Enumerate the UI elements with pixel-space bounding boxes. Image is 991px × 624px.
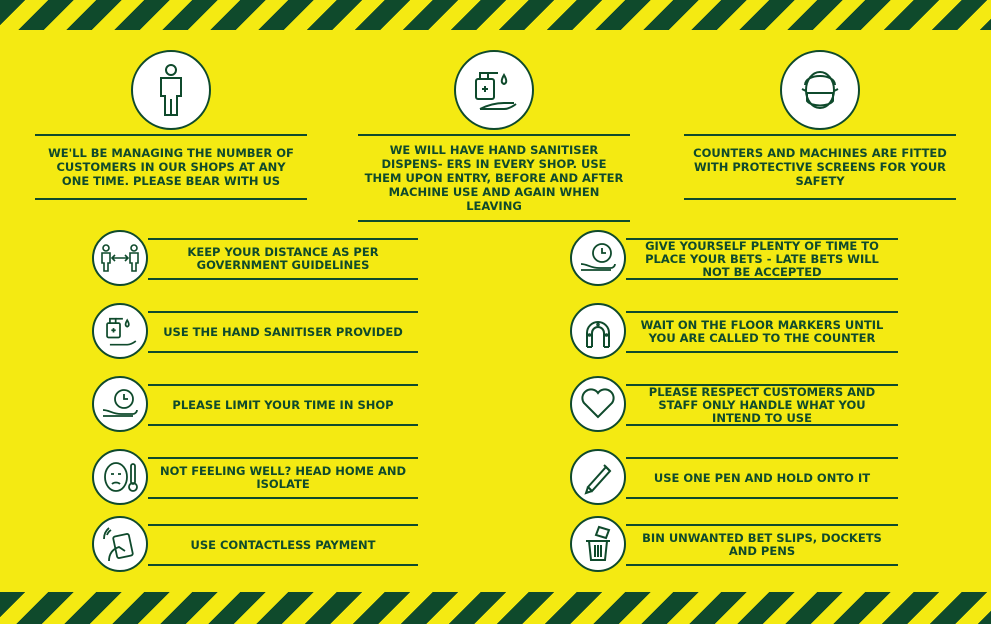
hazard-stripes-bottom xyxy=(0,592,991,624)
list-item-text: USE CONTACTLESS PAYMENT xyxy=(148,524,418,566)
list-item xyxy=(570,230,898,286)
pen-icon xyxy=(570,449,626,505)
top-item-text: COUNTERS AND MACHINES ARE FITTED WITH PROTECTIVE SCREENS FOR YOUR SAFETY xyxy=(684,134,956,200)
horseshoe-icon xyxy=(570,303,626,359)
list-item-text: PLEASE RESPECT CUSTOMERS AND STAFF ONLY HANDLE WHAT YOU INTEND TO USE xyxy=(626,384,898,426)
list-item-text: BIN UNWANTED BET SLIPS, DOCKETS AND PENS xyxy=(626,524,898,566)
list-item xyxy=(92,449,418,505)
bin-icon xyxy=(570,516,626,572)
fever-face-icon xyxy=(92,449,148,505)
hazard-stripes-top xyxy=(0,0,991,30)
list-item-text: NOT FEELING WELL? HEAD HOME AND ISOLATE xyxy=(148,457,418,499)
list-item-text: KEEP YOUR DISTANCE AS PER GOVERNMENT GUIDELINES xyxy=(148,238,418,280)
clock-hand-icon xyxy=(92,376,148,432)
top-item-capacity xyxy=(35,50,307,200)
social-distance-icon xyxy=(92,230,148,286)
list-item xyxy=(570,516,898,572)
hand-sanitiser-icon xyxy=(454,50,534,130)
top-item-screens xyxy=(684,50,956,200)
list-item xyxy=(92,303,418,359)
list-item-text: WAIT ON THE FLOOR MARKERS UNTIL YOU ARE CALLED TO THE COUNTER xyxy=(626,311,898,353)
list-item xyxy=(570,376,898,432)
list-item-text: PLEASE LIMIT YOUR TIME IN SHOP xyxy=(148,384,418,426)
list-item xyxy=(570,449,898,505)
top-item-text: WE WILL HAVE HAND SANITISER DISPENS- ERS IN EVERY SHOP. USE THEM UPON ENTRY, BEFORE AND AFTER MACHINE USE AND AGAIN WHEN LEAVING xyxy=(358,134,630,222)
top-item-text: WE'LL BE MANAGING THE NUMBER OF CUSTOMERS IN OUR SHOPS AT ANY ONE TIME. PLEASE BEAR WITH US xyxy=(35,134,307,200)
top-item-sanitiser xyxy=(358,50,630,222)
clock-hand-icon xyxy=(570,230,626,286)
list-item-text: USE ONE PEN AND HOLD ONTO IT xyxy=(626,457,898,499)
list-item xyxy=(570,303,898,359)
list-item xyxy=(92,230,418,286)
hand-sanitiser-icon xyxy=(92,303,148,359)
list-item-text: GIVE YOURSELF PLENTY OF TIME TO PLACE YOUR BETS - LATE BETS WILL NOT BE ACCEPTED xyxy=(626,238,898,280)
list-item xyxy=(92,516,418,572)
person-icon xyxy=(131,50,211,130)
face-mask-icon xyxy=(780,50,860,130)
list-item xyxy=(92,376,418,432)
contactless-payment-icon xyxy=(92,516,148,572)
heart-icon xyxy=(570,376,626,432)
list-item-text: USE THE HAND SANITISER PROVIDED xyxy=(148,311,418,353)
